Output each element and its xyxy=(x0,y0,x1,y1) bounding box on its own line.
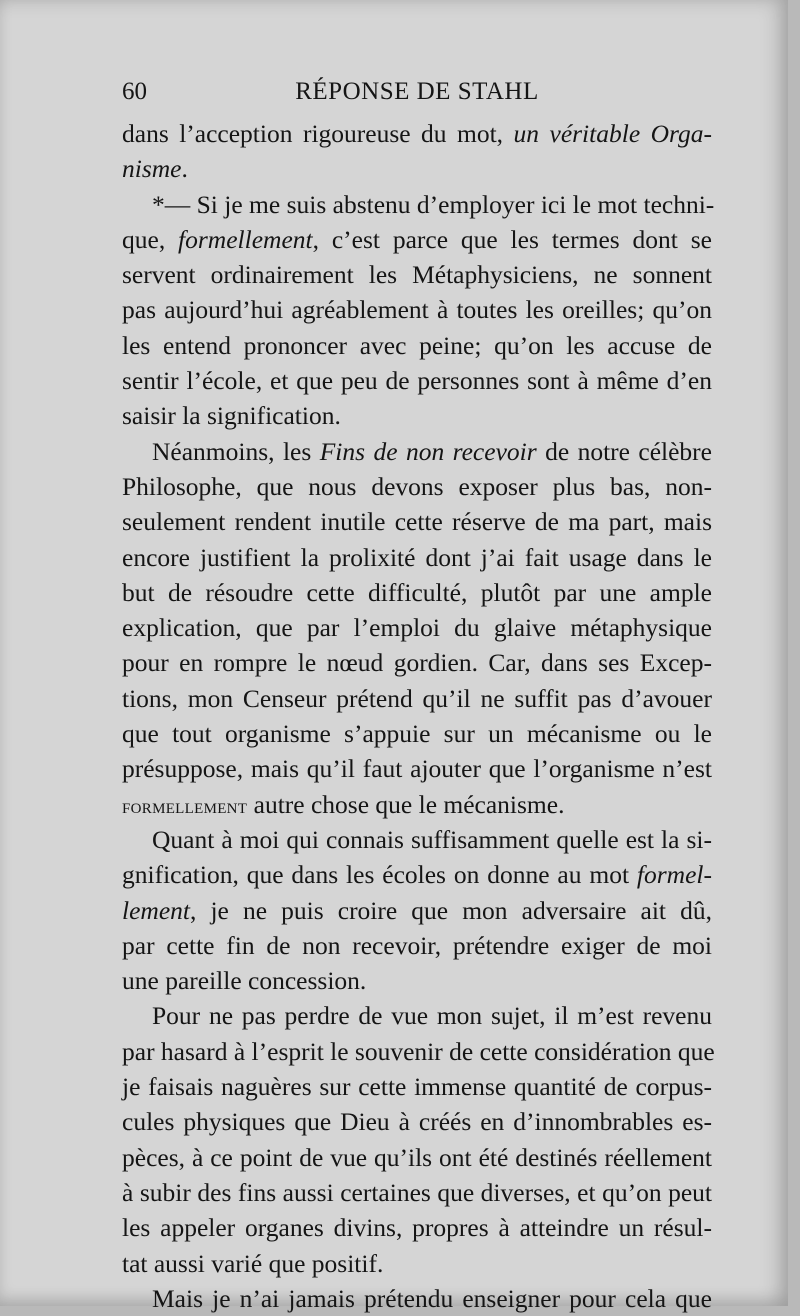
text-line xyxy=(122,1175,712,1210)
italic-text: lement xyxy=(122,895,190,925)
text-segment: encore justifient la prolixité dont j’ai fait usage dans le xyxy=(122,542,712,572)
small-caps-text: formellement xyxy=(122,793,248,818)
text-segment: gnification, que dans les écoles on donne au mot xyxy=(122,860,637,890)
text-line xyxy=(122,1069,712,1104)
text-line xyxy=(122,328,712,363)
text-segment: cules physiques que Dieu à créés en d’innombrables es- xyxy=(122,1107,712,1137)
text-line xyxy=(122,1140,712,1175)
text-segment: les entend prononcer avec peine; qu’on les accuse de xyxy=(122,330,712,360)
text-line xyxy=(122,963,712,998)
text-segment: Mais je n’ai jamais prétendu enseigner pour cela que xyxy=(152,1283,712,1313)
text-line xyxy=(122,928,712,963)
text-line xyxy=(122,398,712,433)
text-segment: autre chose que le mécanisme. xyxy=(247,789,565,819)
text-body xyxy=(122,116,715,1316)
text-line xyxy=(122,469,712,504)
text-segment: à subir des fins aussi certaines que diverses, et qu’on peut xyxy=(122,1177,712,1207)
text-line xyxy=(122,681,712,716)
italic-text: formel- xyxy=(636,860,712,890)
text-line xyxy=(122,257,712,292)
text-line xyxy=(122,822,712,857)
text-line xyxy=(122,751,712,786)
text-line xyxy=(122,504,712,539)
text-segment: Quant à moi qui connais suffisamment quelle est la si- xyxy=(152,824,712,854)
text-segment: une pareille concession. xyxy=(122,966,367,996)
italic-text: un véritable Orga- xyxy=(513,119,712,148)
text-segment: pas aujourd’hui agréablement à toutes les oreilles; qu’on xyxy=(122,295,712,325)
text-segment: *— Si je me suis abstenu d’employer ici le mot techni- xyxy=(152,189,715,219)
text-line xyxy=(122,540,712,575)
text-segment: de notre célèbre xyxy=(536,436,712,466)
text-line xyxy=(122,716,712,751)
text-segment: que, xyxy=(122,224,179,254)
text-segment: Philosophe, que nous devons exposer plus bas, non- xyxy=(122,471,712,501)
text-line xyxy=(122,292,712,327)
text-segment: , je ne puis croire que mon adversaire ait dû, xyxy=(189,895,712,925)
text-segment: Pour ne pas perdre de vue mon sujet, il m’est revenu xyxy=(152,1001,712,1031)
text-segment: présuppose, mais qu’il faut ajouter que l’organisme n’est xyxy=(122,754,712,784)
text-segment: pèces, à ce point de vue qu’ils ont été destinés réellement xyxy=(122,1142,712,1172)
text-line xyxy=(122,610,712,645)
text-segment: . xyxy=(181,154,188,184)
text-line xyxy=(122,1246,712,1281)
text-line xyxy=(122,1210,712,1245)
text-line xyxy=(122,363,712,398)
text-segment: pour en rompre le nœud gordien. Car, dans ses Excep- xyxy=(122,648,712,678)
text-segment: les appeler organes divins, propres à atteindre un résul- xyxy=(122,1213,712,1243)
text-segment: explication, que par l’emploi du glaive métaphysique xyxy=(122,613,712,643)
text-segment: dans l’acception rigoureuse du mot, xyxy=(122,119,514,148)
text-line xyxy=(122,1104,712,1139)
text-line xyxy=(122,645,712,680)
text-line xyxy=(122,434,712,469)
text-line xyxy=(122,787,712,822)
text-line xyxy=(122,1034,715,1069)
text-segment: tat aussi varié que positif. xyxy=(122,1248,384,1278)
text-segment: par cette fin de non recevoir, prétendre exiger de moi xyxy=(122,930,712,960)
text-segment: tions, mon Censeur prétend qu’il ne suffit pas d’avouer xyxy=(122,683,712,713)
text-segment: saisir la signification. xyxy=(122,401,341,431)
text-line xyxy=(122,187,715,222)
italic-text: nisme xyxy=(122,154,182,184)
italic-text: formellement xyxy=(178,224,313,254)
text-segment: sentir l’école, et que peu de personnes sont à même d’en xyxy=(122,366,712,396)
page-number: 60 xyxy=(122,78,147,105)
italic-text: Fins de non recevoir xyxy=(319,436,537,466)
text-line xyxy=(122,151,712,186)
text-segment: servent ordinairement les Métaphysiciens, ne sonnent xyxy=(122,260,712,290)
page-header xyxy=(122,78,712,114)
text-line xyxy=(122,998,712,1033)
text-line xyxy=(122,857,712,892)
text-line xyxy=(122,893,712,928)
text-segment: seulement rendent inutile cette réserve de ma part, mais xyxy=(122,507,712,537)
text-line xyxy=(122,116,712,151)
text-segment: but de résoudre cette difficulté, plutôt par une ample xyxy=(122,577,712,607)
text-segment: , c’est parce que les termes dont se xyxy=(312,224,712,254)
text-segment: par hasard à l’esprit le souvenir de cette considération que xyxy=(122,1036,715,1066)
text-line xyxy=(122,575,712,610)
text-segment: je faisais naguères sur cette immense quantité de corpus- xyxy=(122,1072,712,1102)
text-segment: Néanmoins, les xyxy=(152,436,320,466)
text-line xyxy=(122,222,712,257)
text-segment: que tout organisme s’appuie sur un mécanisme ou le xyxy=(122,719,712,749)
running-title: RÉPONSE DE STAHL xyxy=(295,78,539,105)
